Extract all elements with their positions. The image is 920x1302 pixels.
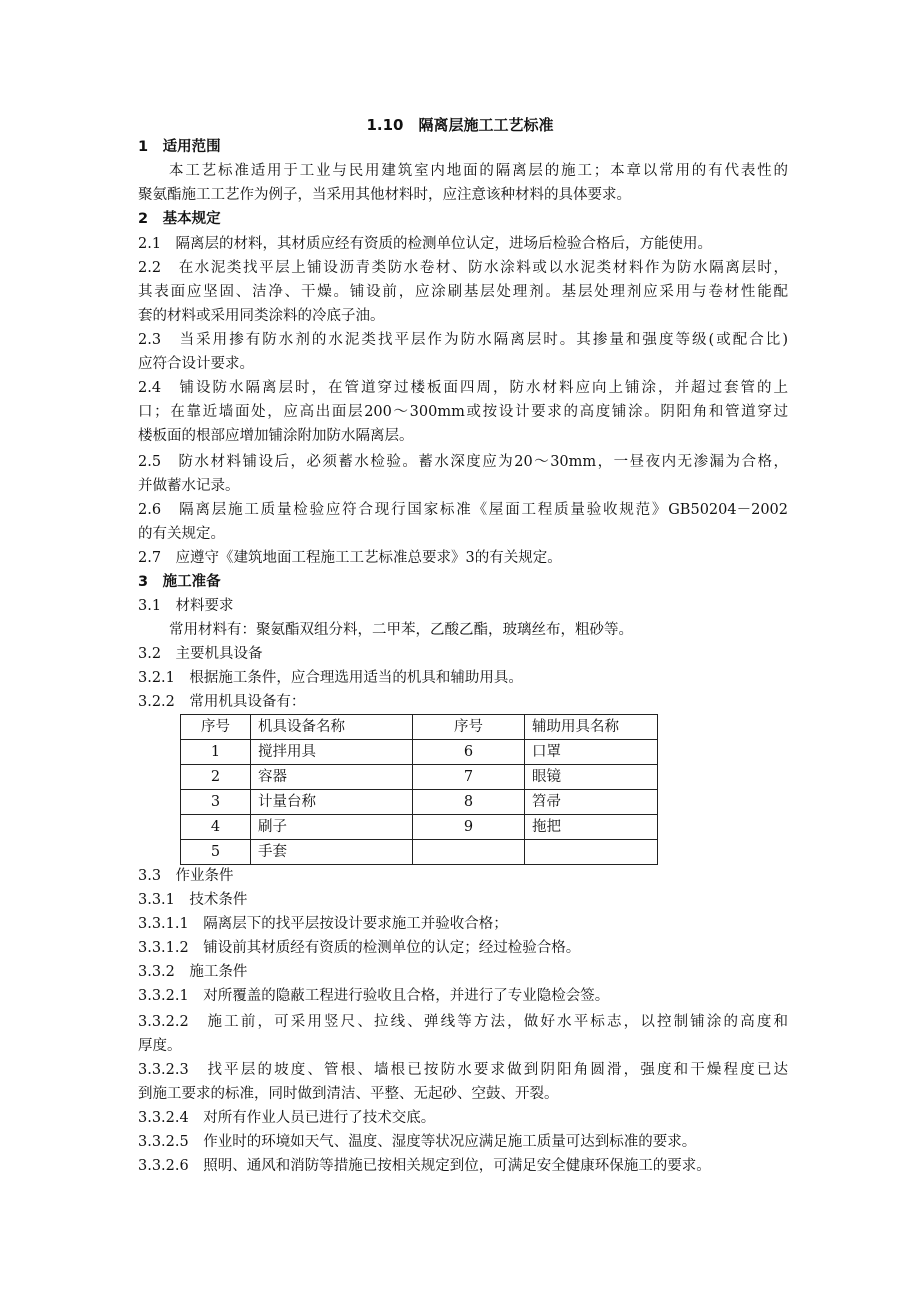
table-cell: 口罩 — [525, 740, 658, 765]
table-cell: 5 — [181, 840, 251, 865]
table-header-row — [181, 715, 658, 740]
table-cell: 6 — [413, 740, 525, 765]
paragraph-line: 3.3.2.2 施工前，可采用竖尺、拉线、弹线等方法，做好水平标志，以控制铺涂的高度和 — [138, 1014, 788, 1030]
paragraph-line: 3.3.1 技术条件 — [138, 892, 248, 908]
paragraph-line: 3.3.2.4 对所有作业人员已进行了技术交底。 — [138, 1110, 436, 1126]
page-title: 1.10 隔离层施工工艺标准 — [366, 116, 554, 134]
paragraph-line: 3.2 主要机具设备 — [138, 646, 263, 662]
paragraph-line: 3.2.1 根据施工条件，应合理选用适当的机具和辅助用具。 — [138, 670, 523, 686]
paragraph-line: 2.1 隔离层的材料，其材质应经有资质的检测单位认定，进场后检验合格后，方能使用。 — [138, 236, 713, 252]
paragraph-line: 2.3 当采用掺有防水剂的水泥类找平层作为防水隔离层时。其掺量和强度等级(或配合比) — [138, 332, 788, 348]
table-cell: 4 — [181, 815, 251, 840]
section-heading: 2 基本规定 — [138, 211, 221, 227]
table-cell: 3 — [181, 790, 251, 815]
paragraph-line: 3.3.2.1 对所覆盖的隐蔽工程进行验收且合格，并进行了专业隐检会签。 — [138, 988, 610, 1004]
paragraph-line: 其表面应坚固、洁净、干燥。铺设前，应涂刷基层处理剂。基层处理剂应采用与卷材性能配 — [138, 284, 788, 300]
paragraph-line: 2.2 在水泥类找平层上铺设沥青类防水卷材、防水涂料或以水泥类材料作为防水隔离层时， — [138, 260, 788, 276]
paragraph-line: 3.3.1.1 隔离层下的找平层按设计要求施工并验收合格； — [138, 916, 508, 932]
paragraph-line: 常用材料有：聚氨酯双组分料，二甲苯，乙酸乙酯，玻璃丝布，粗砂等。 — [169, 622, 633, 638]
table-row — [181, 765, 658, 790]
table-cell: 手套 — [251, 840, 413, 865]
table-cell: 7 — [413, 765, 525, 790]
paragraph-line: 3.3.2.6 照明、通风和消防等措施已按相关规定到位，可满足安全健康环保施工的要求。 — [138, 1158, 711, 1174]
table-row — [181, 790, 658, 815]
paragraph-line: 聚氨酯施工工艺作为例子，当采用其他材料时，应注意该种材料的具体要求。 — [138, 187, 631, 203]
table-cell — [413, 840, 525, 865]
table-header-cell: 序号 — [413, 715, 525, 740]
paragraph-line: 2.7 应遵守《建筑地面工程施工工艺标准总要求》3的有关规定。 — [138, 550, 562, 566]
paragraph-line: 3.3 作业条件 — [138, 868, 234, 884]
paragraph-line: 本工艺标准适用于工业与民用建筑室内地面的隔离层的施工；本章以常用的有代表性的 — [169, 163, 788, 179]
paragraph-line: 应符合设计要求。 — [138, 356, 254, 372]
table-cell: 计量台称 — [251, 790, 413, 815]
table-cell: 拖把 — [525, 815, 658, 840]
table-cell: 9 — [413, 815, 525, 840]
paragraph-line: 口；在靠近墙面处，应高出面层200～300mm或按设计要求的高度铺涂。阴阳角和管道穿过 — [138, 404, 788, 420]
table-cell: 眼镜 — [525, 765, 658, 790]
paragraph-line: 3.3.1.2 铺设前其材质经有资质的检测单位的认定；经过检验合格。 — [138, 940, 581, 956]
table-cell: 容器 — [251, 765, 413, 790]
section-heading: 3 施工准备 — [138, 574, 221, 590]
table-header-cell: 辅助用具名称 — [525, 715, 658, 740]
table-header-cell: 序号 — [181, 715, 251, 740]
paragraph-line: 的有关规定。 — [138, 526, 225, 542]
paragraph-line: 楼板面的根部应增加铺涂附加防水隔离层。 — [138, 428, 414, 444]
paragraph-line: 2.6 隔离层施工质量检验应符合现行国家标准《屋面工程质量验收规范》GB50204－2002 — [138, 502, 788, 518]
paragraph-line: 3.2.2 常用机具设备有： — [138, 694, 306, 710]
table-cell: 1 — [181, 740, 251, 765]
paragraph-line: 2.4 铺设防水隔离层时，在管道穿过楼板面四周，防水材料应向上铺涂，并超过套管的上 — [138, 380, 788, 396]
paragraph-line: 3.3.2.3 找平层的坡度、管根、墙根已按防水要求做到阴阳角圆滑，强度和干燥程度已达 — [138, 1062, 788, 1078]
table-cell: 刷子 — [251, 815, 413, 840]
equipment-table — [180, 714, 658, 865]
table-row — [181, 740, 658, 765]
table-cell: 笤帚 — [525, 790, 658, 815]
table-header-cell: 机具设备名称 — [251, 715, 413, 740]
table-cell: 8 — [413, 790, 525, 815]
table-cell — [525, 840, 658, 865]
paragraph-line: 到施工要求的标准，同时做到清洁、平整、无起砂、空鼓、开裂。 — [138, 1086, 559, 1102]
paragraph-line: 套的材料或采用同类涂料的冷底子油。 — [138, 308, 385, 324]
paragraph-line: 并做蓄水记录。 — [138, 478, 240, 494]
table-row — [181, 840, 658, 865]
section-heading: 1 适用范围 — [138, 139, 221, 155]
paragraph-line: 3.3.2.5 作业时的环境如天气、温度、湿度等状况应满足施工质量可达到标准的要求。 — [138, 1134, 697, 1150]
table-cell: 2 — [181, 765, 251, 790]
table-cell: 搅拌用具 — [251, 740, 413, 765]
paragraph-line: 3.3.2 施工条件 — [138, 964, 248, 980]
paragraph-line: 2.5 防水材料铺设后，必须蓄水检验。蓄水深度应为20～30mm，一昼夜内无渗漏为合格， — [138, 454, 788, 470]
table-row — [181, 815, 658, 840]
paragraph-line: 厚度。 — [138, 1038, 182, 1054]
paragraph-line: 3.1 材料要求 — [138, 598, 234, 614]
